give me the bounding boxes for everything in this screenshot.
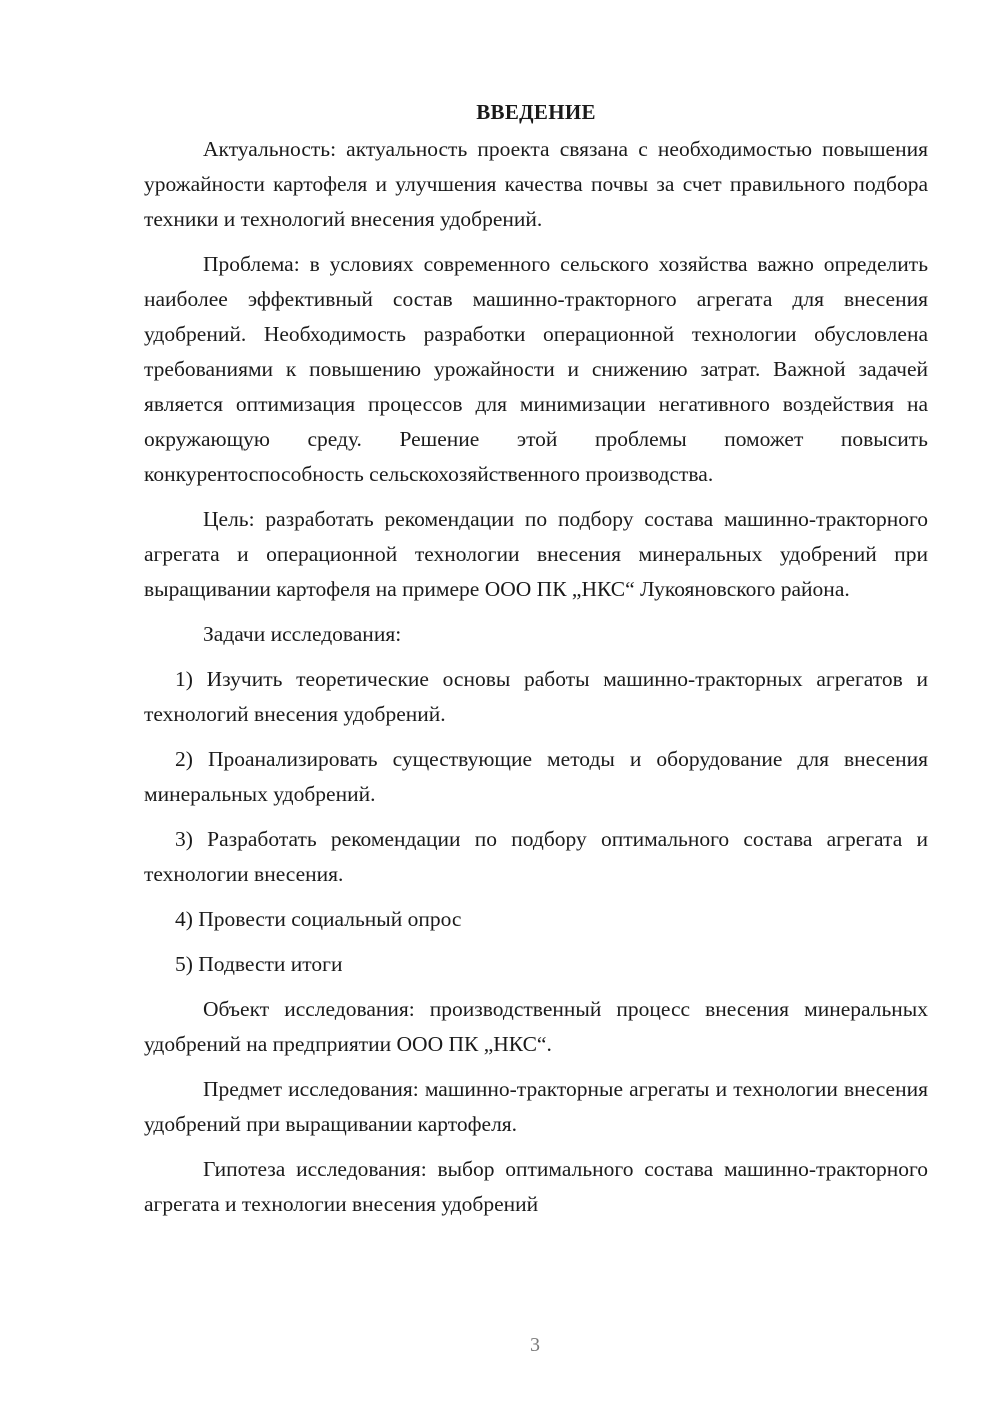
paragraph-subject: Предмет исследования: машинно-тракторные агрегаты и технологии внесения удобрений при выращивании картофеля. — [144, 1077, 928, 1136]
task-item-4: 4) Провести социальный опрос — [175, 907, 462, 931]
page-title: ВВЕДЕНИЕ — [476, 100, 596, 124]
paragraph-goal: Цель: разработать рекомендации по подбору состава машинно-тракторного агрегата и операционной технологии внесения минеральных удобрений при выращивании картофеля на примере ООО ПК „НКС“ Лукояновского района. — [144, 507, 928, 601]
task-item-5: 5) Подвести итоги — [175, 952, 343, 976]
task-item-1: 1) Изучить теоретические основы работы машинно-тракторных агрегатов и технологий внесения удобрений. — [144, 667, 928, 726]
paragraph-relevance: Актуальность: актуальность проекта связана с необходимостью повышения урожайности картофеля и улучшения качества почвы за счет правильного подбора техники и технологий внесения удобрений. — [144, 137, 928, 231]
page-content — [144, 95, 928, 1232]
task-item-3: 3) Разработать рекомендации по подбору оптимального состава агрегата и технологии внесения. — [144, 827, 928, 886]
paragraph-object: Объект исследования: производственный процесс внесения минеральных удобрений на предприятии ООО ПК „НКС“. — [144, 997, 928, 1056]
paragraph-problem: Проблема: в условиях современного сельского хозяйства важно определить наиболее эффективный состав машинно-тракторного агрегата для внесения удобрений. Необходимость разработки операционной технологии обусловлена требованиями к повышению урожайности и снижению затрат. Важной задачей является оптимизация процессов для минимизации негативного воздействия на окружающую среду. Решение этой проблемы поможет повысить конкурентоспособность сельскохозяйственного производства. — [144, 252, 928, 486]
task-item-2: 2) Проанализировать существующие методы и оборудование для внесения минеральных удобрений. — [144, 747, 928, 806]
paragraph-tasks-heading: Задачи исследования: — [203, 622, 402, 646]
paragraph-hypothesis: Гипотеза исследования: выбор оптимального состава машинно-тракторного агрегата и технологии внесения удобрений — [144, 1157, 928, 1216]
page-number: 3 — [530, 1334, 540, 1356]
